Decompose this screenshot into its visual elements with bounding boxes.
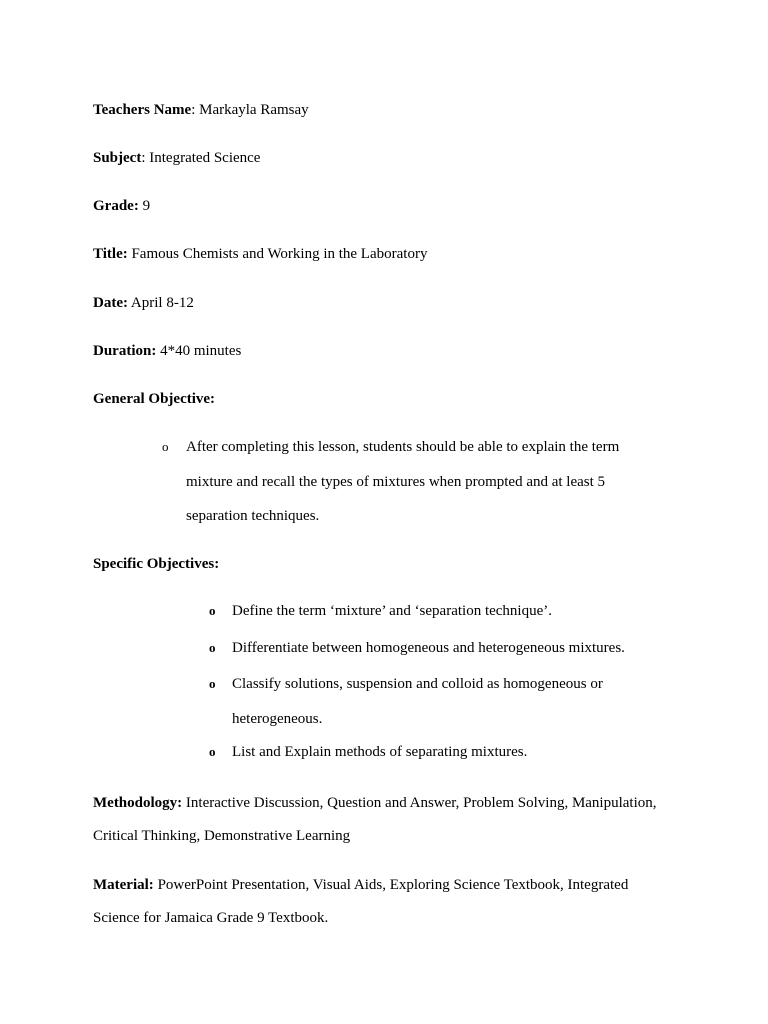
specific-objective-3-line-2: heterogeneous.: [232, 711, 323, 727]
specific-objective-1: Define the term ‘mixture’ and ‘separation technique’.: [232, 603, 553, 619]
subject-label: Subject: [93, 150, 142, 166]
material-line-1: PowerPoint Presentation, Visual Aids, Exploring Science Textbook, Integrated: [153, 877, 629, 893]
date-label: Date:: [93, 295, 128, 311]
duration-value: 4*40 minutes: [156, 343, 242, 359]
grade-value: 9: [138, 198, 151, 214]
grade-field: [93, 197, 150, 215]
date-field: [93, 294, 194, 312]
duration-label: Duration:: [93, 343, 157, 359]
title-value: Famous Chemists and Working in the Laboratory: [127, 246, 428, 262]
general-objective-bullet: o: [162, 439, 169, 454]
title-field: [93, 245, 427, 263]
general-objective-line-1: After completing this lesson, students should be able to explain the term: [186, 439, 620, 455]
methodology-line-2: Critical Thinking, Demonstrative Learning: [93, 828, 351, 844]
teacher-name-separator: :: [191, 102, 196, 118]
general-objective-heading-text: General Objective:: [93, 391, 216, 407]
subject-field: [93, 149, 260, 167]
date-value: April 8-12: [127, 295, 194, 311]
specific-objective-2: Differentiate between homogeneous and heterogeneous mixtures.: [232, 640, 625, 656]
subject-separator: :: [141, 150, 146, 166]
methodology-field: [93, 794, 657, 812]
specific-objective-bullet-2: o: [209, 640, 216, 655]
subject-value: Integrated Science: [145, 150, 261, 166]
methodology-label: Methodology:: [93, 795, 183, 811]
specific-objectives-heading: [93, 555, 219, 573]
material-field: [93, 876, 628, 894]
teacher-name-label: Teachers Name: [93, 102, 192, 118]
material-label: Material:: [93, 877, 154, 893]
general-objective-line-3: separation techniques.: [186, 508, 320, 524]
specific-objective-bullet-1: o: [209, 603, 216, 618]
duration-field: [93, 342, 241, 360]
teacher-name-field: [93, 101, 309, 119]
specific-objectives-heading-text: Specific Objectives:: [93, 556, 220, 572]
grade-label: Grade:: [93, 198, 139, 214]
specific-objective-bullet-3: o: [209, 676, 216, 691]
methodology-line-1: Interactive Discussion, Question and Answer, Problem Solving, Manipulation,: [182, 795, 657, 811]
general-objective-heading: [93, 390, 215, 408]
title-label: Title:: [93, 246, 128, 262]
general-objective-line-2: mixture and recall the types of mixtures when prompted and at least 5: [186, 474, 606, 490]
specific-objective-bullet-4: o: [209, 744, 216, 759]
teacher-name-value: Markayla Ramsay: [195, 102, 309, 118]
specific-objective-4: List and Explain methods of separating mixtures.: [232, 744, 528, 760]
material-line-2: Science for Jamaica Grade 9 Textbook.: [93, 910, 329, 926]
specific-objective-3-line-1: Classify solutions, suspension and colloid as homogeneous or: [232, 676, 603, 692]
